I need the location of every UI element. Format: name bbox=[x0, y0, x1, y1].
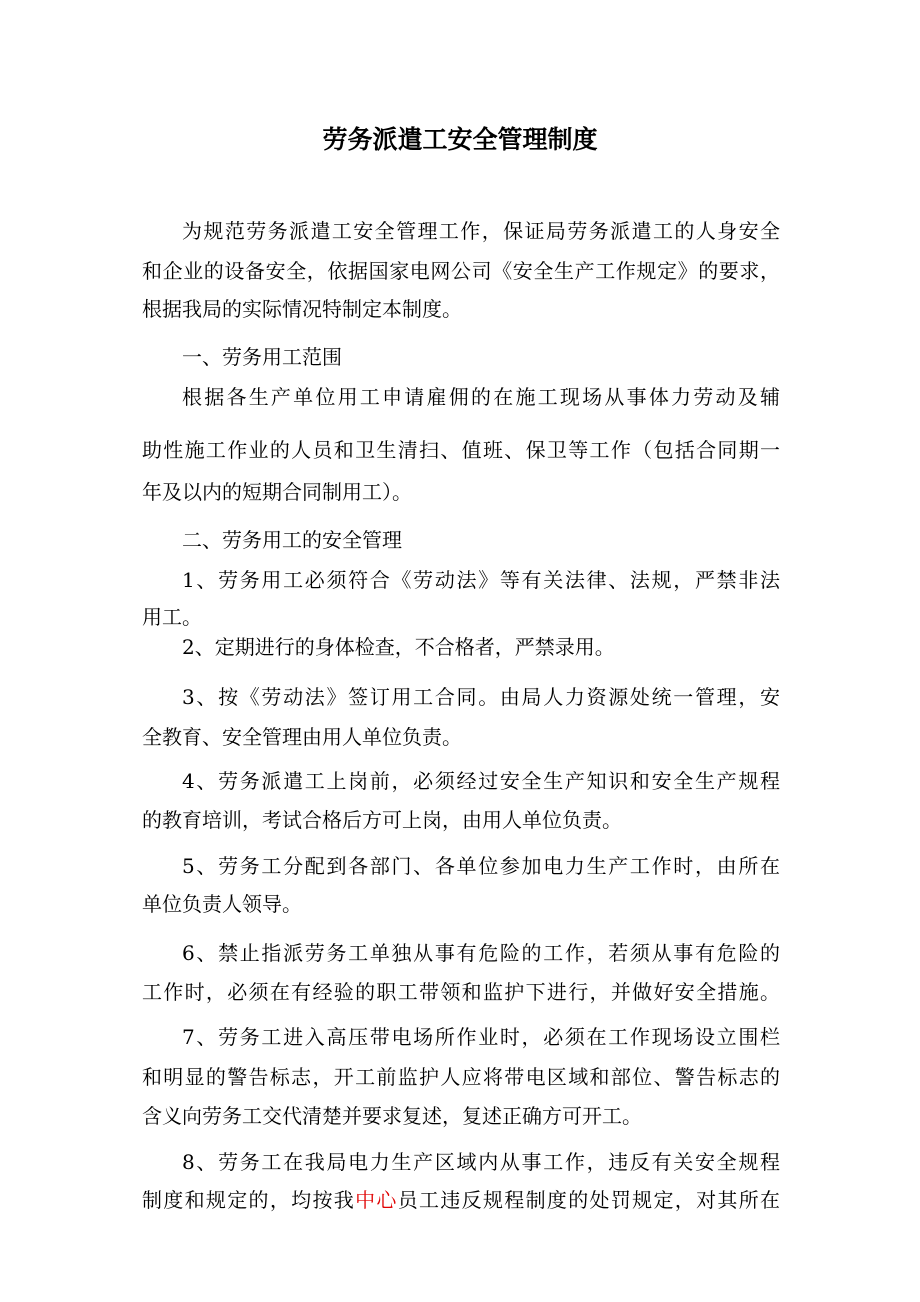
paragraph-line: 年及以内的短期合同制用工）。 bbox=[142, 480, 412, 504]
paragraph-line: 和明显的警告标志，开工前监护人应将带电区域和部位、警告标志的 bbox=[142, 1065, 780, 1089]
paragraph-line: 4、劳务派遣工上岗前，必须经过安全生产知识和安全生产规程 bbox=[182, 769, 780, 793]
text-run: 制度和规定的，均按我 bbox=[142, 1188, 356, 1212]
paragraph-line: 为规范劳务派遣工安全管理工作，保证局劳务派遣工的人身安全 bbox=[182, 219, 780, 243]
paragraph-line bbox=[142, 1187, 780, 1213]
paragraph-line: 3、按《劳动法》签订用工合同。由局人力资源处统一管理，安 bbox=[182, 685, 780, 709]
paragraph-line: 2、定期进行的身体检查，不合格者，严禁录用。 bbox=[182, 635, 615, 659]
paragraph-line: 根据各生产单位用工申请雇佣的在施工现场从事体力劳动及辅 bbox=[182, 385, 780, 409]
paragraph-line: 全教育、安全管理由用人单位负责。 bbox=[142, 725, 462, 749]
paragraph-line: 6、禁止指派劳务工单独从事有危险的工作，若须从事有危险的 bbox=[182, 941, 780, 965]
paragraph-line: 二、劳务用工的安全管理 bbox=[182, 528, 402, 552]
paragraph-line: 8、劳务工在我局电力生产区域内从事工作，违反有关安全规程 bbox=[182, 1150, 780, 1174]
paragraph-line: 含义向劳务工交代清楚并要求复述，复述正确方可开工。 bbox=[142, 1104, 642, 1128]
paragraph-line: 7、劳务工进入高压带电场所作业时，必须在工作现场设立围栏 bbox=[182, 1025, 780, 1049]
paragraph-line: 1、劳务用工必须符合《劳动法》等有关法律、法规，严禁非法 bbox=[182, 568, 780, 592]
paragraph-line: 和企业的设备安全，依据国家电网公司《安全生产工作规定》的要求， bbox=[142, 259, 780, 283]
document-title: 劳务派遣工安全管理制度 bbox=[322, 125, 598, 154]
paragraph-line: 单位负责人领导。 bbox=[142, 892, 302, 916]
highlighted-text: 中心 bbox=[355, 1188, 398, 1212]
text-run: 员工违反规程制度的处罚规定，对其所在 bbox=[397, 1188, 781, 1212]
paragraph-line: 5、劳务工分配到各部门、各单位参加电力生产工作时，由所在 bbox=[182, 854, 780, 878]
paragraph-line: 的教育培训，考试合格后方可上岗，由用人单位负责。 bbox=[142, 808, 622, 832]
paragraph-line: 用工。 bbox=[142, 605, 202, 629]
paragraph-line: 工作时，必须在有经验的职工带领和监护下进行，并做好安全措施。 bbox=[142, 980, 780, 1004]
paragraph-line: 助性施工作业的人员和卫生清扫、值班、保卫等工作（包括合同期一 bbox=[142, 438, 780, 462]
paragraph-line: 一、劳务用工范围 bbox=[182, 345, 342, 369]
paragraph-line: 根据我局的实际情况特制定本制度。 bbox=[142, 297, 462, 321]
